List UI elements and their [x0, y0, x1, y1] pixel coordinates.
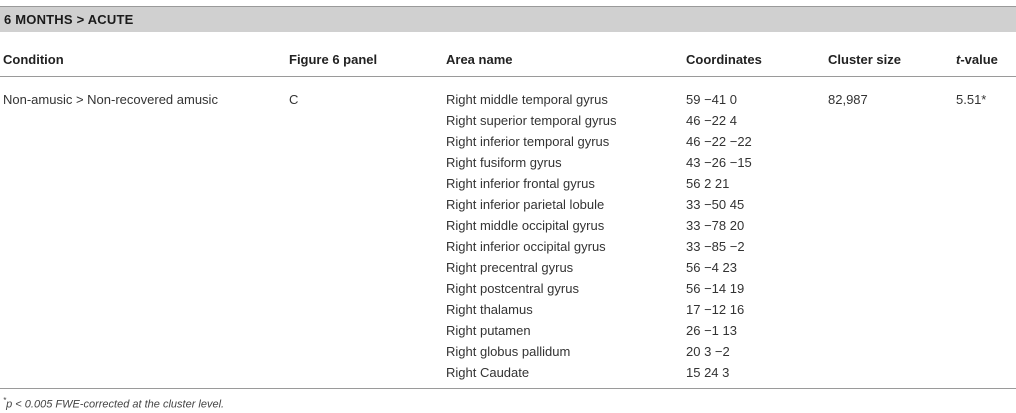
coordinates-cell: 17 −12 16	[686, 302, 745, 317]
coordinates-cell: 56 −14 19	[686, 281, 745, 296]
header-cluster-size: Cluster size	[828, 52, 901, 67]
row-t-value: 5.51*	[956, 92, 987, 107]
area-name-cell: Right postcentral gyrus	[446, 281, 579, 296]
coordinates-cell: 20 3 −2	[686, 344, 730, 359]
coordinates-cell: 59 −41 0	[686, 92, 737, 107]
area-name-cell: Right thalamus	[446, 302, 533, 317]
area-name-cell: Right fusiform gyrus	[446, 155, 562, 170]
footnote-text: < 0.005 FWE-corrected at the cluster level.	[12, 398, 225, 411]
header-condition: Condition	[3, 52, 64, 67]
header-t-italic: t	[956, 52, 961, 67]
coordinates-cell: 56 2 21	[686, 176, 730, 191]
coordinates-cell: 33 −85 −2	[686, 239, 745, 254]
coordinates-cell: 26 −1 13	[686, 323, 737, 338]
area-name-cell: Right inferior frontal gyrus	[446, 176, 595, 191]
header-area-name: Area name	[446, 52, 513, 67]
coordinates-cell: 46 −22 −22	[686, 134, 752, 149]
coordinates-cell: 56 −4 23	[686, 260, 737, 275]
coordinates-cell: 15 24 3	[686, 365, 730, 380]
section-title: 6 MONTHS > ACUTE	[4, 12, 134, 27]
area-name-cell: Right middle occipital gyrus	[446, 218, 605, 233]
area-name-cell: Right globus pallidum	[446, 344, 571, 359]
coordinates-cell: 33 −78 20	[686, 218, 745, 233]
footnote: *p < 0.005 FWE-corrected at the cluster level.	[3, 396, 225, 411]
area-name-cell: Right putamen	[446, 323, 531, 338]
footnote-p: p	[6, 398, 13, 411]
header-figure-panel: Figure 6 panel	[289, 52, 378, 67]
coordinates-cell: 46 −22 4	[686, 113, 737, 128]
area-name-cell: Right precentral gyrus	[446, 260, 574, 275]
row-cluster-size: 82,987	[828, 92, 868, 107]
coordinates-cell: 43 −26 −15	[686, 155, 752, 170]
area-name-cell: Right Caudate	[446, 365, 530, 380]
section-header-bar	[0, 6, 1016, 32]
header-coordinates: Coordinates	[686, 52, 762, 67]
area-name-cell: Right middle temporal gyrus	[446, 92, 608, 107]
area-name-cell: Right inferior temporal gyrus	[446, 134, 610, 149]
table-bottom-rule	[0, 388, 1016, 389]
row-condition: Non-amusic > Non-recovered amusic	[3, 92, 218, 107]
area-name-cell: Right inferior occipital gyrus	[446, 239, 606, 254]
header-divider	[0, 76, 1016, 77]
header-t-value	[956, 52, 998, 67]
area-name-cell: Right superior temporal gyrus	[446, 113, 617, 128]
area-name-cell: Right inferior parietal lobule	[446, 197, 605, 212]
coordinates-cell: 33 −50 45	[686, 197, 745, 212]
header-t-suffix: -value	[960, 52, 998, 67]
row-figure-panel: C	[289, 92, 299, 107]
